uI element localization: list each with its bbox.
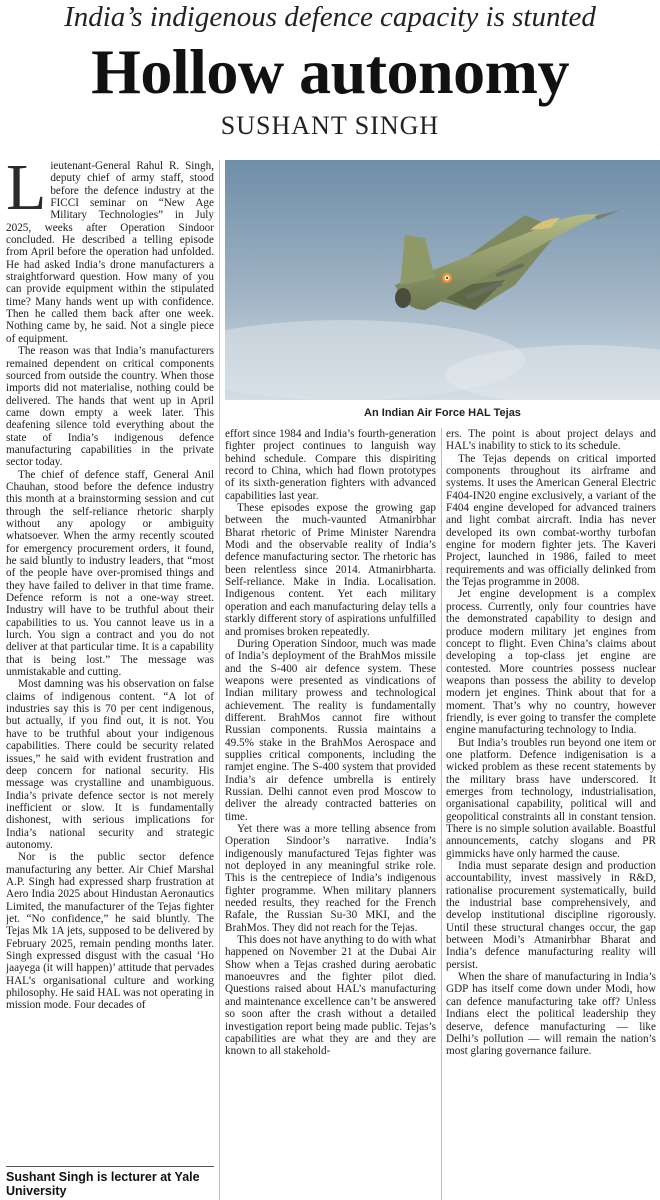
headline: Hollow autonomy: [91, 36, 569, 107]
article-column-2: [225, 428, 436, 1200]
fighter-jet-illustration: [225, 160, 660, 400]
paragraph: India must separate design and production accountability, invest massively in R&D, rationalise procurement systematically, build the industrial base comprehensively, and develop institutional discipline rigorously. Until these structural changes occur, the gap between Modi’s Atmanirbhar Bharat and India’s defence manufacturing reality will persist.: [446, 860, 656, 971]
byline: SUSHANT SINGH: [220, 111, 440, 140]
paragraph: When the share of manufacturing in India’s GDP has itself come down under Modi, how can defence manufacturing take off? Unless Indians elect the political leadership they deserve, defence manufacturing — like Delhi’s pollution — will remain the nation’s most glaring governance failure.: [446, 971, 656, 1058]
author-note: Sushant Singh is lecturer at Yale University: [6, 1170, 200, 1198]
article-column-1: [6, 160, 214, 1164]
kicker: India’s indigenous defence capacity is stunted: [64, 1, 596, 33]
article-column-3: [446, 428, 656, 1200]
paragraph: This does not have anything to do with what happened on November 21 at the Dubai Air Show when a Tejas crashed during aerobatic manoeuvres and the fighter pilot died. Questions raised about HAL’s manufacturing and maintenance excellence can’t be answered so soon after the crash without a detailed investigation report being made public. Tejas’s capabilities are what they are and they are known to all stakehold-: [225, 934, 436, 1058]
paragraph: Jet engine development is a complex process. Currently, only four countries have the demonstrated capability to design and produce modern military jet engines from concept to flight. Even China’s claims about developing a top-class jet engine are contested. More countries possess nuclear weapons than possess the ability to develop modern jet engines. Think about that for a moment. That’s why no country, however friendly, is ever going to transfer the complete engine manufacturing technology to India.: [446, 588, 656, 737]
drop-cap: L: [6, 160, 47, 224]
paragraph: The chief of defence staff, General Anil Chauhan, stood before the defence industry this month at a brainstorming session and cut through the self-reliance rhetoric sharply without any apology or ambiguity whatsoever. When the army recently scouted for emergency procurement orders, it found, he said bluntly to industry leaders, that “most of the people have over-promised things and they have failed to deliver in that time frame. Defence reform is not a one-way street. Industry will have to be truthful about their capabilities to us. You cannot leave us in a lurch. You sign a contract and you do not deliver at that particular time. It is a capability that is being lost.” The message was unmistakable and cutting.: [6, 468, 214, 679]
paragraph: Yet there was a more telling absence from Operation Sindoor’s narrative. India’s indigenously manufactured Tejas fighter was not deployed in any meaningful strike role. This is the centrepiece of India’s indigenous fighter programme. When military planners needed results, they reached for the French Rafale, the Russian Su-30 MKI, and the BrahMos. They did not reach for the Tejas.: [225, 823, 436, 934]
paragraph: The Tejas depends on critical imported components throughout its airframe and systems. It uses the American General Electric F404-IN20 engine exclusively, a variant of the F404 engine developed for advanced trainers and light combat aircraft. India has never developed its own combat-worthy turbofan engine for modern fighter jets. The Kaveri Project, launched in 1986, failed to meet requirements and was officially delinked from the Tejas programme in 2008.: [446, 452, 656, 589]
author-divider: [6, 1166, 214, 1167]
paragraph: These episodes expose the growing gap between the much-vaunted Atmanirbhar Bharat rhetoric of Prime Minister Narendra Modi and the observable reality of India’s defence manufacturing sector. The rhetoric has been relentless since 2014. Atmanirbharta. Self-reliance. Make in India. Localisation. Indigenous content. Yet each military operation and each manufacturing delay tells a starkly different story of aspirations unfulfilled and promises broken repeatedly.: [225, 502, 436, 638]
photo-caption: An Indian Air Force HAL Tejas: [364, 407, 521, 419]
tejas-photo: [225, 160, 660, 400]
paragraph: During Operation Sindoor, much was made of India’s deployment of the BrahMos missile and the S-400 air defence system. These weapons were presented as vindications of Indian military prowess and technological achievement. The reality is fundamentally different. BrahMos cannot fire without Russian components. Russia maintains a 49.5% stake in the BrahMos Aerospace and supplies critical components, including the ramjet engine. The S-400 system that provided India’s air defence umbrella is entirely Russian. Delhi cannot even prod Moscow to deliver the already contracted batteries on time.: [225, 637, 436, 823]
paragraph: [6, 160, 214, 345]
paragraph: But India’s troubles run beyond one item or one platform. Defence indigenisation is a wicked problem as these recent statements by the military brass have underscored. It emerges from technology, industrialisation, organisational capability, political will and geopolitical constraints all in constant tension. There is no simple solution available. Boastful announcements, catchy slogans and PR gimmicks have only harmed the cause.: [446, 736, 656, 860]
paragraph: effort since 1984 and India’s fourth-generation fighter project continues to languish way behind schedule. Compare this dispiriting record to China, which had flown prototypes of its sixth-generation fighters with advanced capabilities last year.: [225, 428, 436, 502]
paragraph: The reason was that India’s manufacturers remained dependent on critical components sourced from outside the country. When those imports did not materialise, nothing could be delivered. The hands that went up in April came down empty a week later. This deafening silence told everything about the state of India’s indigenous defence manufacturing capabilities in the private sector today.: [6, 345, 214, 469]
paragraph: ers. The point is about project delays and HAL’s inability to stick to its schedule.: [446, 428, 656, 453]
column-divider: [441, 428, 442, 1200]
paragraph-text: ieutenant-General Rahul R. Singh, deputy chief of army staff, stood before the defence industry at the FICCI seminar on “New Age Military Technologies” in July 2025, weeks after Operation Sindoor concluded. He described a telling episode from April before the operation had unfolded. He had asked India’s drone manufacturers a straightforward question. How many of you can provide equipment within the stipulated time? Many hands went up with confidence. Then he called them back after one week. Nothing came by, he said. Not a single piece of equipment.: [6, 160, 214, 345]
paragraph: Most damning was his observation on false claims of indigenous content. “A lot of industries say this is 70 per cent indigenous, but actually, if you find out, it is not. You have to be truthful about your indigenous capabilities. There could be security related issues,” he said with evident frustration and deep concern for national security. His message was crystalline and unambiguous. India’s private defence sector is not merely inefficient or slow. It is fundamentally dishonest, with serious implications for India’s national security and strategic autonomy.: [6, 678, 214, 851]
column-divider: [219, 160, 220, 1200]
paragraph: Nor is the public sector defence manufacturing any better. Air Chief Marshal A.P. Singh had expressed sharp frustration at Aero India 2025 about Hindustan Aeronautics Limited, the manufacturer of the Tejas fighter jet. “No confidence,” he said bluntly. The Tejas Mk 1A jets, supposed to be delivered by February 2025, remain pending months later. Singh expressed disgust with the casual ‘Ho jaayega (it will happen)’ attitude that pervades HAL’s organisational culture and working philosophy. He said HAL was not operating in mission mode. Four decades of: [6, 851, 214, 1012]
